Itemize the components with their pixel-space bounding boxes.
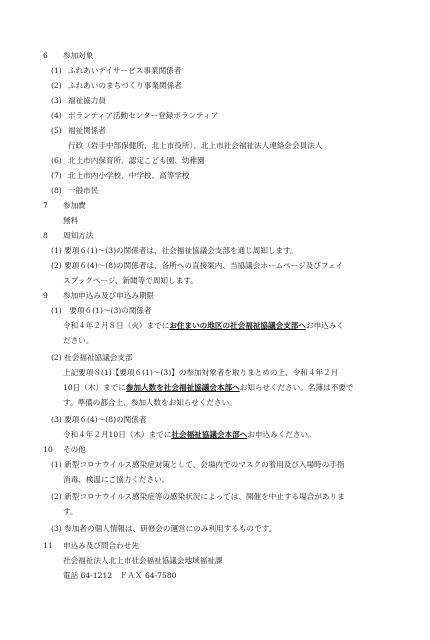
section-title: その他 (63, 445, 86, 454)
paragraph-line: 令和４年２月８日（火）までにお住まいの地区の社会福祉協議会支部へお申込みく (63, 321, 344, 330)
paragraph-line: (1) 新型コロナウイルス感染症対策として、会場内でのマスクの着用及び入場時の手指 (51, 460, 345, 469)
paragraph-line: (2) 要項６(4)～(8)の関係者は、各所への直接案内、当協議会ホームページ及びフェイ (51, 261, 344, 270)
section-6-heading (43, 50, 94, 61)
list-item: (1) ふれあいデイサービス事業関係者 (51, 66, 182, 75)
section-title: 参加対象 (63, 51, 94, 60)
underlined-emphasis: 参加人数を社会福祉協議会本部へ (125, 383, 240, 392)
paragraph-line: す。準備の都合上、参加人数をお知らせください。 (63, 398, 237, 407)
section-title: 参加費 (63, 201, 86, 210)
paragraph-line: 10日（木）までに参加人数を社会福祉協議会本部へお知らせください。名簿は不要で (63, 383, 354, 392)
paragraph-line: (1) 要項６(1)～(3)の関係者 (51, 306, 152, 315)
paragraph-line: (1) 要項６(1)～(3)の関係者は、社会福祉協議会支部を通じ周知します。 (51, 246, 298, 255)
list-item: (8) 一般市民 (51, 186, 99, 195)
section-body: 無料 (63, 216, 79, 225)
section-7-heading (43, 200, 86, 211)
section-number: 9 (43, 291, 48, 300)
paragraph-line: す。 (63, 507, 78, 516)
section-number: 10 (43, 445, 53, 454)
list-item: (3) 福祉協力員 (51, 96, 106, 105)
list-item: (7) 北上市内小学校、中学校、高等学校 (51, 171, 190, 180)
section-title: 参加申込み及び申込み期限 (63, 291, 155, 300)
contact-organization: 社会福祉法人北上市社会福祉協議会地域福祉課 (63, 556, 223, 565)
section-number: 8 (43, 231, 48, 240)
list-item: (4) ボランティア活動センター登録ボランティア (51, 111, 219, 120)
paragraph-line: (2) 社会福祉協議会支部 (51, 353, 133, 362)
paragraph-line: スブックページ、新聞等で周知します。 (63, 276, 198, 285)
list-item: (5) 福祉関係者 (51, 126, 106, 135)
underlined-emphasis: お住まいの地区の社会福祉協議会支部へ (169, 321, 306, 330)
paragraph-line: 令和４年２月10日（木）までに社会福祉協議会本部へお申込みください。 (63, 430, 316, 439)
section-number: 7 (43, 201, 48, 210)
section-title: 申込み及び問合わせ先 (63, 541, 139, 550)
paragraph-line: 消毒、検温にご協力ください。 (63, 475, 170, 484)
section-10-heading (43, 444, 86, 455)
section-number: 6 (43, 51, 48, 60)
section-9-heading (43, 290, 155, 301)
document-page: 6 参加対象 (1) ふれあいデイサービス事業関係者 (2) ふれあいのまちづくり事業関係者 (3) 福祉協力員 (4) ボランティア活動センター登録ボランティア (5) 福祉関係者 行政（岩手中部保健所、北上市役所）、北上市社会福祉法人連絡会会員法人 (6) 北上市内保育所、認定こども園、幼稚園 (7) 北上市内小学校、中学校、高等学校 (8) 一般市民 7 参加費 無料 8 周知方法 (1) 要項６(1)～(3)の関係者は、社会福祉協議会支部を通じ周知します。 (2) 要項６(4)～(8)の関係者は、各所への直接案内、当協議会ホームページ及びフェイ スブックページ、新聞等で周知します。 9 参加申込み及び申込み期限 (1) 要項６(1)～(3)の関係者 令和４年２月８日（火）までにお住まいの地区の社会福祉協議会支部へお申込みく ださい。 (2) 社会福祉協議会支部 上記要項８(1)【要項６(1)～(3)】の参加対象者を取りまとめの上、令和４年２月 10日（木）までに参加人数を社会福祉協議会本部へお知らせください。名簿は不要で す。準備の都合上、参加人数をお知らせください。 (3) 要項６(4)～(8)の関係者 令和４年２月10日（木）までに社会福祉協議会本部へお申込みください。 10 その他 (1) 新型コロナウイルス感染症対策として、会場内でのマスクの着用及び入場時の手指 消毒、検温にご協力ください。 (2) 新型コロナウイルス感染症等の感染状況によっては、開催を中止する場合がありま す。 (3) 参加者の個人情報は、研修会の運営にのみ利用するものです。 11 申込み及び問合わせ先 社会福祉法人北上市社会福祉協議会地域福祉課 電話 64-1212 ＦＡＸ 64-7580 (43, 51, 354, 580)
list-item: (2) ふれあいのまちづくり事業関係者 (51, 81, 182, 90)
section-number: 11 (43, 541, 53, 550)
section-8-heading (43, 230, 94, 241)
paragraph-line: (3) 参加者の個人情報は、研修会の運営にのみ利用するものです。 (51, 524, 277, 533)
list-item: (6) 北上市内保育所、認定こども園、幼稚園 (51, 156, 205, 165)
underlined-emphasis: 社会福祉協議会本部へ (171, 430, 248, 439)
section-title: 周知方法 (63, 231, 94, 240)
paragraph-line: ださい。 (63, 336, 94, 345)
paragraph-line: 上記要項８(1)【要項６(1)～(3)】の参加対象者を取りまとめの上、令和４年２月 (63, 368, 339, 377)
section-11-heading (43, 540, 139, 551)
paragraph-line: (3) 要項６(4)～(8)の関係者 (51, 415, 147, 424)
paragraph-line: (2) 新型コロナウイルス感染症等の感染状況によっては、開催を中止する場合がありま (51, 492, 345, 501)
contact-phone-fax: 電話 64-1212 ＦＡＸ 64-7580 (63, 571, 177, 580)
